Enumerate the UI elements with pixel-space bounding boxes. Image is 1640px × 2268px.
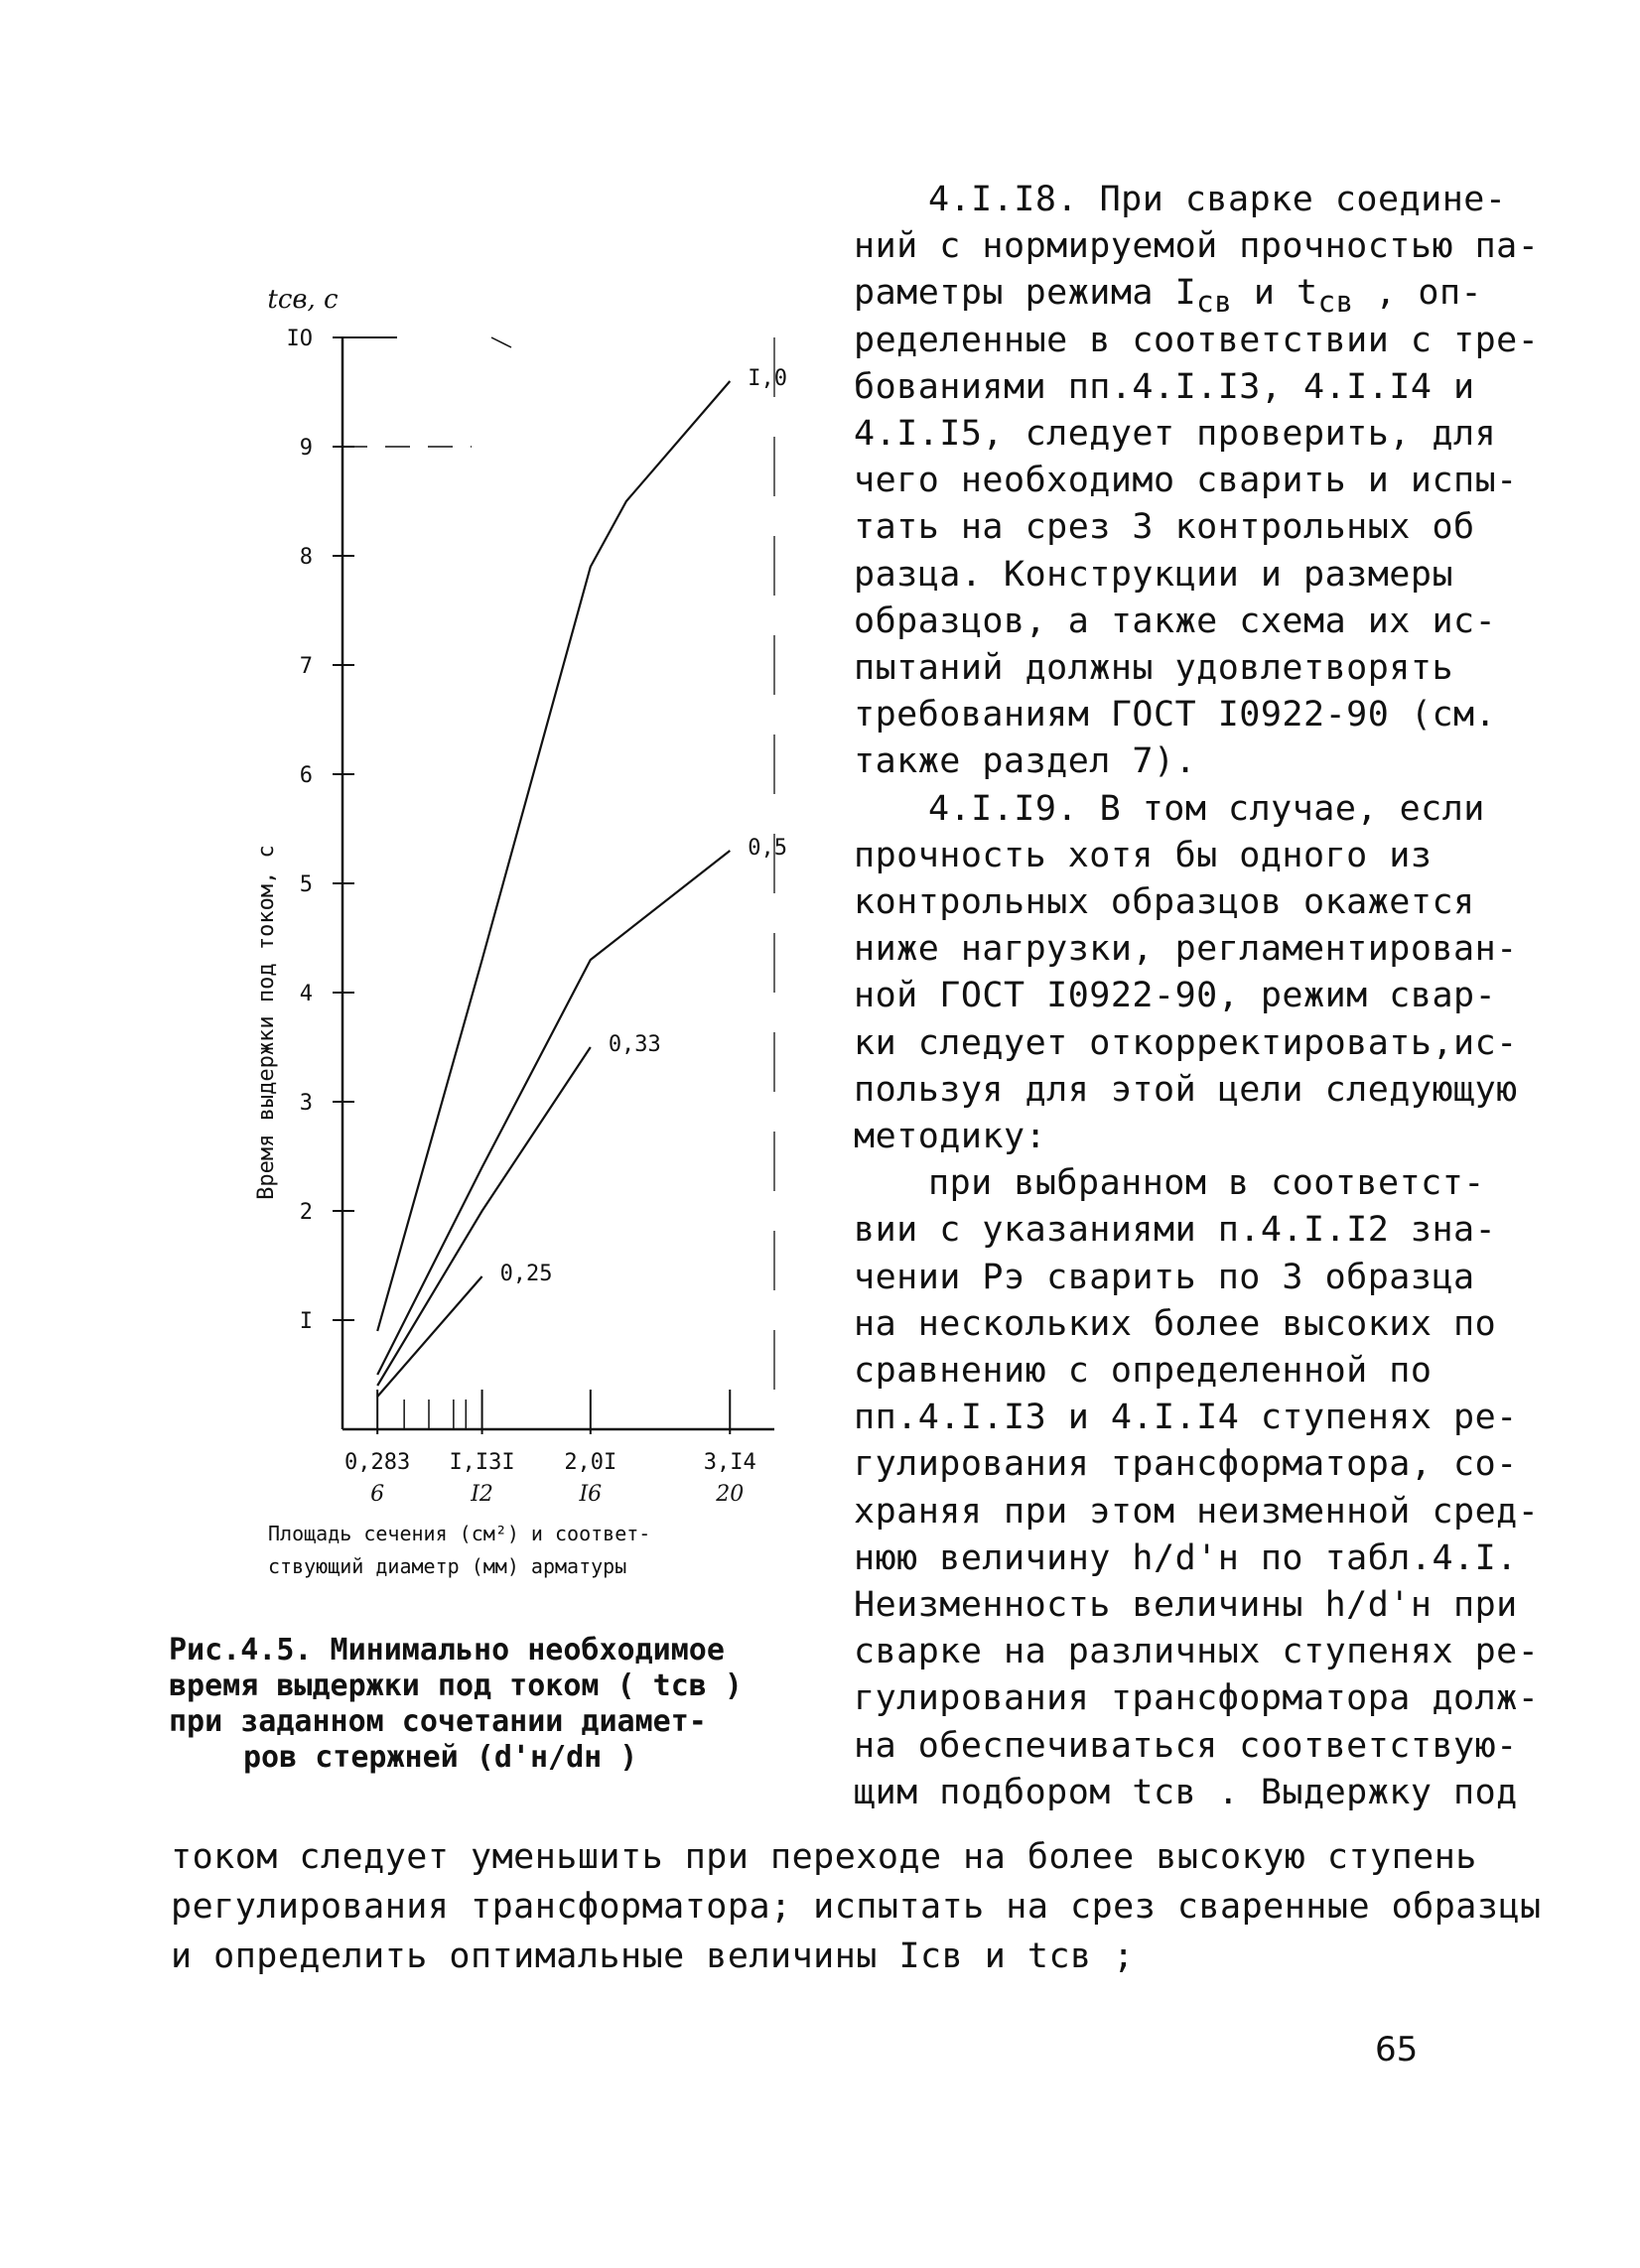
body-line: Неизменность величины h/d'н при: [854, 1585, 1518, 1625]
body-line: раметры режима $I_{св}$ и $t_{св}$ , оп-: [854, 273, 1483, 320]
y-tick-label: IO: [286, 327, 313, 351]
x-tick-area-label: I,I3I: [449, 1450, 515, 1475]
y-axis-title: Время выдержки под током, с: [254, 845, 279, 1200]
y-unit-label: tсв, с: [267, 285, 339, 315]
series-label: 0,33: [608, 1032, 661, 1057]
body-line: пп.4.I.I3 и 4.I.I4 ступенях ре-: [854, 1398, 1518, 1438]
body-line: нюю величину h/d'н по табл.4.I.: [854, 1537, 1518, 1578]
y-tick-label: 9: [299, 436, 313, 461]
series-line: [377, 381, 730, 1331]
body-line: храняя при этом неизменной сред-: [854, 1491, 1540, 1532]
body-line: 4.I.I5, следует проверить, для: [854, 414, 1497, 454]
series-label: 0,25: [499, 1262, 553, 1286]
body-line: вии с указаниями п.4.I.I2 зна-: [854, 1210, 1497, 1251]
y-tick-label: 3: [299, 1091, 313, 1116]
x-axis-title-line1: Площадь сечения (см²) и соответ-: [268, 1522, 651, 1545]
figure-4-5-chart: [238, 268, 854, 1578]
body-line: бованиями пп.4.I.I3, 4.I.I4 и: [854, 366, 1475, 407]
body-line: чего необходимо сварить и испы-: [854, 461, 1518, 501]
series-line: [377, 1276, 481, 1397]
caption-line-1: Рис.4.5. Минимально необходимое: [169, 1633, 725, 1668]
body-line: разца. Конструкции и размеры: [854, 554, 1454, 595]
body-line: требованиям ГОСТ I0922-90 (см.: [854, 695, 1497, 735]
x-tick-area-label: 3,I4: [703, 1450, 756, 1475]
x-tick-diam-label: 20: [716, 1482, 745, 1507]
body-line: ки следует откорректировать,ис-: [854, 1022, 1518, 1063]
body-line: тать на срез 3 контрольных об: [854, 507, 1475, 548]
x-tick-area-label: 0,283: [344, 1450, 411, 1475]
caption-line-4: ров стержней (d'н/dн ): [243, 1740, 638, 1775]
body-line: на обеспечиваться соответствую-: [854, 1725, 1518, 1766]
body-line: прочность хотя бы одного из: [854, 835, 1433, 875]
body-line: регулирования трансформатора; испытать на срез сваренные образцы: [171, 1887, 1542, 1927]
body-line: контрольных образцов окажется: [854, 882, 1475, 922]
body-line: при выбранном в соответст-: [928, 1163, 1485, 1204]
body-line: сварке на различных ступенях ре-: [854, 1632, 1540, 1672]
y-tick-label: I: [299, 1309, 313, 1334]
body-line: и определить оптимальные величины Iсв и tсв ;: [171, 1936, 1135, 1976]
x-tick-diam-label: I2: [471, 1482, 493, 1507]
y-tick-label: 4: [299, 982, 313, 1006]
body-line: ний с нормируемой прочностью па-: [854, 226, 1540, 267]
body-line: ределенные в соответствии с тре-: [854, 320, 1540, 360]
body-line: гулирования трансформатора долж-: [854, 1678, 1540, 1719]
body-line: ной ГОСТ I0922-90, режим свар-: [854, 976, 1497, 1016]
y-tick-label: 2: [299, 1200, 313, 1225]
body-line: пытаний должны удовлетворять: [854, 648, 1454, 688]
body-line: также раздел 7).: [854, 741, 1197, 782]
body-line: чении Рэ сварить по 3 образца: [854, 1257, 1475, 1297]
x-tick-area-label: 2,0I: [564, 1450, 617, 1475]
x-axis-title-line2: ствующий диаметр (мм) арматуры: [268, 1554, 627, 1578]
chart-svg: [238, 268, 854, 1578]
x-tick-diam-label: 6: [370, 1482, 385, 1507]
body-line: на нескольких более высоких по: [854, 1303, 1497, 1344]
y-tick-label: 7: [299, 654, 313, 679]
series-label: 0,5: [748, 836, 788, 861]
y-tick-label: 6: [299, 763, 313, 788]
body-line: 4.I.I9. В том случае, если: [928, 788, 1485, 829]
body-line: щим подбором tсв . Выдержку под: [854, 1772, 1518, 1812]
body-line: методику:: [854, 1117, 1047, 1156]
y-tick-label: 5: [299, 872, 313, 897]
series-label: I,0: [748, 366, 788, 391]
body-line: сравнению с определенной по: [854, 1351, 1433, 1391]
body-line: гулирования трансформатора, со-: [854, 1444, 1518, 1485]
body-line: образцов, а также схема их ис-: [854, 600, 1497, 641]
body-line: ниже нагрузки, регламентирован-: [854, 929, 1518, 970]
y-tick-label: 8: [299, 545, 313, 570]
page-number: 65: [1375, 2030, 1419, 2069]
body-line: током следует уменьшить при переходе на более высокую ступень: [171, 1837, 1477, 1877]
x-tick-diam-label: I6: [579, 1482, 603, 1507]
caption-line-3: при заданном сочетании диамет-: [169, 1704, 707, 1739]
body-line: 4.I.I8. При сварке соедине-: [928, 180, 1507, 219]
caption-line-2: время выдержки под током ( tсв ): [169, 1668, 743, 1703]
body-line: пользуя для этой цели следующую: [854, 1069, 1518, 1110]
top-frame-dash: [491, 337, 511, 347]
